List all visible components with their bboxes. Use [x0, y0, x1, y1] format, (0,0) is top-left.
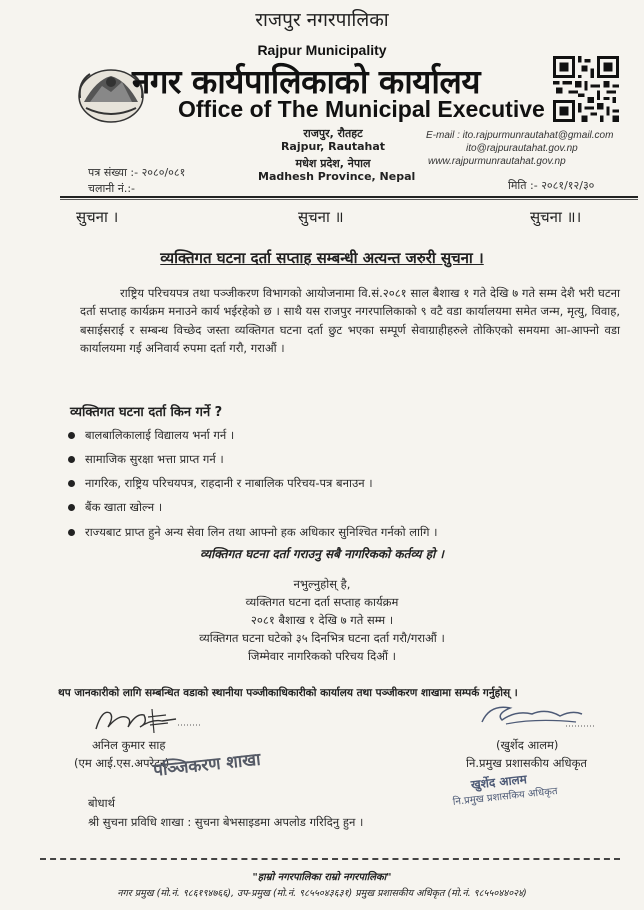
- reason-item: राज्यबाट प्राप्त हुने अन्य सेवा लिन तथा आफ्नो हक अधिकार सुनिश्चित गर्नको लागि ।: [68, 525, 438, 540]
- bullet-icon: [68, 480, 75, 487]
- municipality-name-np: राजपुर नगरपालिका: [255, 9, 389, 31]
- email-secondary: ito@rajpurautahat.gov.np: [466, 143, 578, 154]
- officer-stamp-name: खुर्शेद आलम: [470, 772, 528, 792]
- bullet-icon: [68, 504, 75, 511]
- address-en: Rajpur, Rautahat: [280, 140, 386, 153]
- footer-contacts: नगर प्रमुख (मो.नं. ९८६१९४७६६), उप-प्रमुख (मो.नं. ९८५५०४३६३१) प्रमुख प्रशासकीय अधिकृत (मो.नं. ९८५५०४४०२४): [117, 888, 527, 899]
- closing-line: २०८१ बैशाख १ देखि ७ गते सम्म ।: [250, 613, 394, 627]
- notice-label-left: सुचना ।: [76, 208, 119, 226]
- further-info: थप जानकारीको लागि सम्बन्धित वडाको स्थानीया पञ्जीकाधिकारीको कार्यालय तथा पञ्जीकरण शाखामा सम्पर्क गर्नुहोस् ।: [58, 687, 518, 699]
- notice-body: राष्ट्रिय परिचयपत्र तथा पञ्जीकरण विभागको आयोजनामा वि.सं.२०८१ साल बैशाख १ गते देखि ७ गते सम्म देशै भरी घटना दर्ता सप्ताह कार्यक्रम मनाउने कार्य भईरहेको छ । साथै यस राजपुर नगरपालिकाको ९ वटै वडा कार्यालयमा समेत जन्म, मृत्यु, विवाह, बसाईसराई र सम्बन्ध विच्छेद जस्ता व्यक्तिगत घटना दर्ता छुट भएका सम्पूर्ण सेवाग्राहीहरुले तोकिएको समयमा आ-आफ्नो वडा कार्यालयमा गई अनिवार्य रुपमा दर्ता गरौ, गराऔं ।: [80, 286, 620, 356]
- reason-item: सामाजिक सुरक्षा भत्ता प्राप्त गर्न ।: [68, 452, 224, 467]
- why-heading: व्यक्तिगत घटना दर्ता किन गर्ने ?: [70, 405, 223, 420]
- header-divider: [60, 196, 638, 198]
- cc-label: बोधार्थ: [88, 796, 115, 810]
- footer-motto: "हाम्रो नगरपालिका राम्रो नगरपालिका": [252, 872, 392, 883]
- signature-right-icon: [476, 698, 596, 732]
- closing-line: नभुल्नुहोस् है,: [293, 577, 351, 591]
- notice-label-right: सुचना ॥।: [530, 208, 582, 226]
- municipality-name-en: Rajpur Municipality: [257, 42, 387, 58]
- address-np: राजपुर, रौतहट: [303, 127, 363, 140]
- officer-stamp-title: नि.प्रमुख प्रशासकिय अधिकृत: [452, 785, 559, 808]
- reason-item: नागरिक, राष्ट्रिय परिचयपत्र, राहदानी र नाबालिक परिचय-पत्र बनाउन ।: [68, 476, 373, 491]
- duty-line: व्यक्तिगत घटना दर्ता गराउनु सबै नागरिकको कर्तव्य हो ।: [200, 547, 444, 561]
- signature-left-icon: [92, 703, 202, 737]
- bullet-icon: [68, 529, 75, 536]
- registration-section-stamp: पञ्जिकरण शाखा: [152, 749, 262, 781]
- bullet-icon: [68, 432, 75, 439]
- footer-divider: [40, 858, 620, 860]
- cc-line: श्री सुचना प्रविधि शाखा : सुचना बेभसाइडमा अपलोड गरिदिनु हुन ।: [88, 815, 364, 829]
- dispatch-number: चलानी नं.:-: [88, 182, 136, 195]
- office-name-np: नगर कार्यपालिकाको कार्यालय: [132, 62, 480, 101]
- reason-item: बालबालिकालाई विद्यालय भर्ना गर्न ।: [68, 428, 234, 443]
- qr-code-icon: [553, 56, 619, 122]
- notice-title: व्यक्तिगत घटना दर्ता सप्ताह सम्बन्धी अत्यन्त जरुरी सुचना ।: [160, 249, 484, 267]
- website: www.rajpurmunrautahat.gov.np: [428, 156, 566, 167]
- province-en: Madhesh Province, Nepal: [258, 170, 416, 183]
- closing-line: व्यक्तिगत घटना घटेको ३५ दिनभित्र घटना दर्ता गरौ/गराऔं ।: [199, 631, 445, 645]
- header-divider-thin: [60, 199, 638, 200]
- right-signatory-role: नि.प्रमुख प्रशासकीय अधिकृत: [466, 756, 587, 770]
- closing-line: जिम्मेवार नागरिकको परिचय दिऔं ।: [247, 649, 397, 663]
- left-signatory-role: (एम आई.एस.अपरेटर): [74, 756, 170, 770]
- province-np: मधेश प्रदेश, नेपाल: [295, 157, 371, 170]
- right-signatory-name: (खुर्शेद आलम): [496, 738, 559, 752]
- closing-line: व्यक्तिगत घटना दर्ता सप्ताह कार्यक्रम: [245, 595, 399, 609]
- notice-label-center: सुचना ॥: [298, 208, 344, 226]
- reason-item: बैंक खाता खोल्न ।: [68, 500, 162, 515]
- office-name-en: Office of The Municipal Executive: [178, 96, 545, 122]
- left-signatory-name: अनिल कुमार साह: [92, 738, 166, 752]
- bullet-icon: [68, 456, 75, 463]
- letter-number: पत्र संख्या :- २०८०/०८१: [88, 166, 186, 179]
- letter-date: मिति :- २०८१/१२/३०: [508, 179, 595, 192]
- email-primary: E-mail : ito.rajpurmunrautahat@gmail.com: [426, 130, 614, 141]
